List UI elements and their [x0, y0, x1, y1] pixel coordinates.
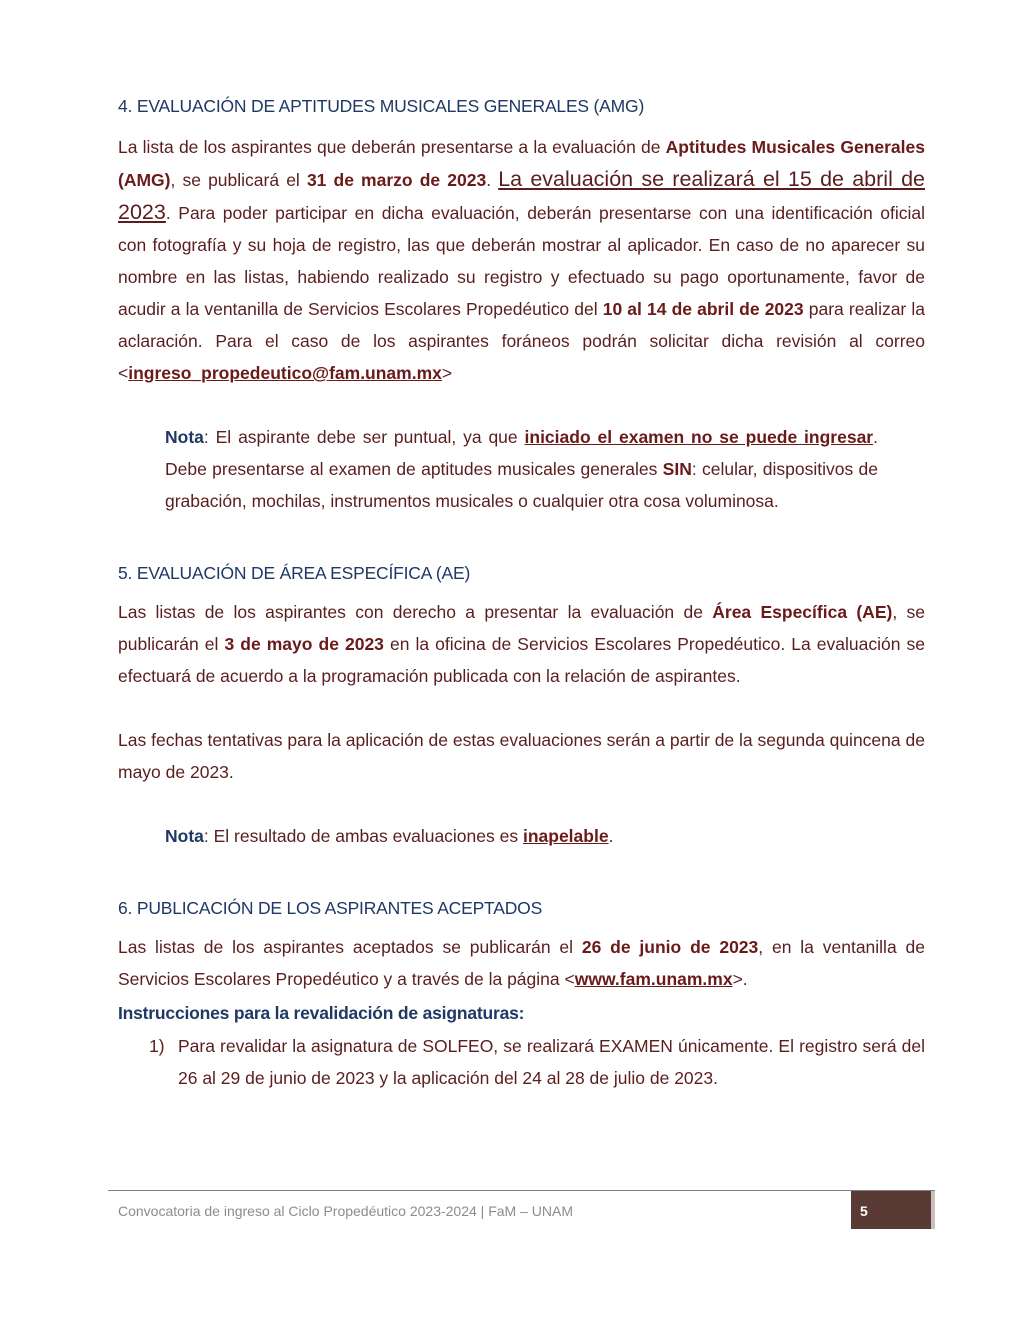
website-link[interactable]: www.fam.unam.mx [574, 969, 733, 989]
text-run: Las listas de los aspirantes con derecho a presentar la evaluación de [118, 602, 713, 622]
list-number: 1) [149, 1036, 165, 1056]
section-4-heading: 4. EVALUACIÓN DE APTITUDES MUSICALES GENERALES (AMG) [118, 96, 645, 116]
page-number-box [851, 1191, 935, 1229]
note-emphasis: SIN [662, 459, 692, 479]
bold-term: Aptitudes Musicales Generales (AMG) [118, 137, 925, 190]
list-item-text: Para revalidar la asignatura de SOLFEO, se realizará EXAMEN únicamente. El registro será del 26 al 29 de junio de 2023 y la aplicación del 24 al 28 de julio de 2023. [178, 1036, 925, 1088]
text-run: , se publicarán el [118, 602, 925, 654]
note-label: Nota [165, 427, 204, 447]
text-run: La lista de los aspirantes que deberán presentarse a la evaluación de [118, 137, 666, 157]
text-run: Las listas de los aspirantes aceptados se publicarán el [118, 937, 582, 957]
text-run: para realizar la aclaración. Para el caso de los aspirantes foráneos podrán solicitar dicha revisión al correo < [118, 299, 925, 383]
email-link[interactable]: ingreso_propedeutico@fam.unam.mx [128, 363, 442, 383]
bold-date: 31 de marzo de 2023 [306, 170, 487, 190]
text-run: . [608, 826, 614, 846]
section-5-heading: 5. EVALUACIÓN DE ÁREA ESPECÍFICA (AE) [118, 563, 471, 583]
text-run: . Para poder participar en dicha evaluación, deberán presentarse con una identificación oficial con fotografía y su hoja de registro, las que deberán mostrar al aplicador. En caso de no aparecer su nombre en las listas, habiendo realizado su registro y efectuado su pago oportunamente, favor de acudir a la ventanilla de Servicios Escolares Propedéutico del [118, 203, 925, 319]
bold-date: 26 de junio de 2023 [581, 937, 759, 957]
text-run: : celular, dispositivos de grabación, mochilas, instrumentos musicales o cualquier otra cosa voluminosa. [165, 459, 878, 511]
bold-date: 10 al 14 de abril de 2023 [602, 299, 804, 319]
section-4-note [165, 421, 878, 517]
section-5-paragraph-2: Las fechas tentativas para la aplicación de estas evaluaciones serán a partir de la segunda quincena de mayo de 2023. [118, 730, 925, 782]
bold-date: 3 de mayo de 2023 [224, 634, 384, 654]
page-footer [108, 1190, 935, 1231]
section-4-paragraph [118, 131, 925, 389]
section-5-paragraph [118, 596, 925, 692]
text-run: , se publicará el [170, 170, 307, 190]
text-run: . Debe presentarse al examen de aptitudes musicales generales [165, 427, 878, 479]
page-number: 5 [860, 1203, 868, 1219]
section-5-note [165, 820, 878, 852]
note-label: Nota [165, 826, 204, 846]
section-6-heading: 6. PUBLICACIÓN DE LOS ASPIRANTES ACEPTADOS [118, 898, 543, 918]
text-run: . [486, 170, 499, 190]
footer-text: Convocatoria de ingreso al Ciclo Propedéutico 2023-2024 | FaM – UNAM [118, 1203, 573, 1219]
text-run: en la oficina de Servicios Escolares Propedéutico. La evaluación se efectuará de acuerdo a la programación publicada con la relación de aspirantes. [118, 634, 926, 686]
text-run: : El aspirante debe ser puntual, ya que [203, 427, 525, 447]
note-emphasis: iniciado el examen no se puede ingresar [524, 427, 874, 447]
list-item [149, 1030, 925, 1094]
bold-term: Área Específica (AE) [712, 602, 893, 622]
text-run: >. [732, 969, 748, 989]
text-run: , en la ventanilla de Servicios Escolares Propedéutico y a través de la página < [118, 937, 925, 989]
text-run: : El resultado de ambas evaluaciones es [203, 826, 523, 846]
text-run: > [441, 363, 453, 383]
highlight-date: La evaluación se realizará el 15 de abril de 2023 [118, 167, 925, 224]
section-6-paragraph [118, 931, 925, 995]
note-emphasis: inapelable [522, 826, 609, 846]
instructions-heading: Instrucciones para la revalidación de asignaturas: [118, 1003, 525, 1023]
document-page [118, 96, 925, 1094]
